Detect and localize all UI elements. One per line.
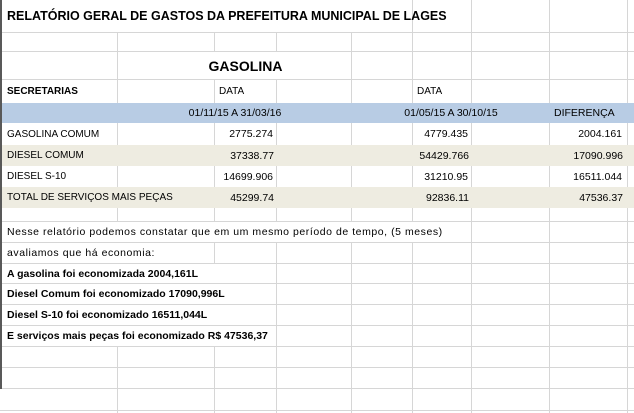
- empty-cell[interactable]: [550, 264, 628, 283]
- empty-cell[interactable]: [118, 123, 215, 145]
- empty-cell[interactable]: [0, 33, 118, 51]
- empty-cell[interactable]: [215, 347, 277, 367]
- table-row: [0, 123, 634, 145]
- empty-cell[interactable]: [628, 284, 634, 304]
- empty-cell[interactable]: [550, 33, 628, 51]
- note-line2-cell[interactable]: avaliamos que há economia:: [0, 243, 215, 263]
- row-empty: [0, 208, 634, 222]
- empty-cell[interactable]: [277, 145, 352, 166]
- empty-cell[interactable]: [628, 80, 634, 103]
- note-line1-cell[interactable]: Nesse relatório podemos constatar que em um mesmo período de tempo, (5 meses): [0, 222, 472, 242]
- empty-cell[interactable]: [352, 208, 413, 221]
- empty-cell[interactable]: [413, 52, 472, 79]
- row-label-cell[interactable]: DIESEL S-10: [0, 166, 118, 187]
- empty-cell[interactable]: [0, 368, 118, 388]
- empty-cell[interactable]: [550, 80, 628, 103]
- empty-cell[interactable]: [215, 368, 277, 388]
- empty-cell[interactable]: [0, 389, 118, 410]
- period1-cell[interactable]: 01/11/15 A 31/03/16: [188, 107, 282, 119]
- empty-cell[interactable]: [628, 243, 634, 263]
- empty-cell[interactable]: [352, 347, 413, 367]
- empty-cell[interactable]: [277, 187, 352, 208]
- empty-cell[interactable]: [0, 103, 118, 123]
- empty-cell[interactable]: [472, 145, 550, 166]
- period1-value-cell[interactable]: 37338.77: [230, 149, 274, 162]
- period1-value-cell[interactable]: 14699.906: [215, 166, 277, 187]
- empty-cell[interactable]: [118, 368, 215, 388]
- empty-cell[interactable]: [277, 80, 352, 103]
- empty-cell[interactable]: [472, 347, 550, 367]
- fuel-header-cell[interactable]: GASOLINA: [118, 52, 352, 79]
- empty-cell[interactable]: [472, 123, 550, 145]
- empty-cell[interactable]: [118, 389, 215, 410]
- row-empty: [0, 368, 634, 389]
- empty-cell[interactable]: [550, 389, 628, 410]
- row-title: [0, 0, 634, 33]
- row-empty: [0, 33, 634, 52]
- empty-cell[interactable]: [472, 52, 550, 79]
- empty-cell[interactable]: [277, 305, 352, 325]
- period2-value-cell[interactable]: 31210.95: [413, 166, 472, 187]
- difference-value-cell[interactable]: 17090.996: [573, 149, 623, 162]
- empty-cell[interactable]: [277, 243, 352, 263]
- empty-cell[interactable]: [550, 326, 628, 346]
- difference-value-cell[interactable]: 2004.161: [550, 123, 628, 145]
- empty-cell[interactable]: [550, 0, 628, 32]
- empty-cell[interactable]: [118, 145, 215, 166]
- empty-cell[interactable]: [0, 52, 118, 79]
- empty-cell[interactable]: [550, 305, 628, 325]
- row-note-bold: [0, 305, 634, 326]
- empty-cell[interactable]: [118, 166, 215, 187]
- savings-diesel-comum-cell[interactable]: Diesel Comum foi economizado 17090,996L: [0, 284, 277, 304]
- row-empty: [0, 347, 634, 368]
- empty-cell[interactable]: [472, 243, 550, 263]
- empty-cell[interactable]: [413, 368, 472, 388]
- empty-cell[interactable]: [118, 33, 215, 51]
- empty-cell[interactable]: [472, 222, 550, 242]
- empty-cell[interactable]: [628, 33, 634, 51]
- empty-cell[interactable]: [352, 264, 413, 283]
- data-header-cell-1[interactable]: DATA: [215, 80, 277, 103]
- empty-cell[interactable]: [628, 103, 634, 123]
- empty-cell[interactable]: [472, 326, 550, 346]
- empty-cell[interactable]: [118, 347, 215, 367]
- empty-cell[interactable]: [118, 80, 215, 103]
- empty-cell[interactable]: [215, 208, 277, 221]
- empty-cell[interactable]: [352, 33, 413, 51]
- empty-cell[interactable]: [352, 187, 413, 208]
- empty-cell[interactable]: [628, 305, 634, 325]
- empty-cell[interactable]: [352, 52, 413, 79]
- empty-cell[interactable]: [352, 326, 413, 346]
- empty-cell[interactable]: [472, 305, 550, 325]
- empty-cell[interactable]: [550, 368, 628, 388]
- empty-cell[interactable]: [215, 243, 277, 263]
- row-period-header: [0, 103, 634, 123]
- empty-cell[interactable]: [628, 187, 634, 208]
- empty-cell[interactable]: [550, 243, 628, 263]
- empty-cell[interactable]: [413, 264, 472, 283]
- row-label-cell[interactable]: GASOLINA COMUM: [0, 123, 118, 145]
- empty-cell[interactable]: [352, 80, 413, 103]
- difference-value-cell[interactable]: 47536.37: [579, 191, 623, 204]
- period2-cell[interactable]: 01/05/15 A 30/10/15: [404, 107, 498, 119]
- empty-cell[interactable]: [277, 166, 352, 187]
- savings-diesel-s10-cell[interactable]: Diesel S-10 foi economizado 16511,044L: [0, 305, 277, 325]
- row-note-bold: [0, 264, 634, 284]
- empty-cell[interactable]: [0, 208, 118, 221]
- empty-cell[interactable]: [0, 347, 118, 367]
- savings-gasolina-cell[interactable]: A gasolina foi economizada 2004,161L: [0, 264, 277, 283]
- row-note: [0, 243, 634, 264]
- row-column-headers: [0, 80, 634, 103]
- empty-cell[interactable]: [628, 0, 634, 32]
- empty-cell[interactable]: [472, 0, 550, 32]
- empty-cell[interactable]: [413, 305, 472, 325]
- row-label-cell[interactable]: TOTAL DE SERVIÇOS MAIS PEÇAS: [7, 192, 173, 203]
- empty-cell[interactable]: [352, 123, 413, 145]
- empty-cell[interactable]: [550, 208, 628, 221]
- empty-cell[interactable]: [628, 326, 634, 346]
- data-header-cell-2[interactable]: DATA: [413, 80, 472, 103]
- empty-cell[interactable]: [352, 243, 413, 263]
- empty-cell[interactable]: [413, 243, 472, 263]
- empty-cell[interactable]: [277, 123, 352, 145]
- difference-header-cell[interactable]: DIFERENÇA: [554, 107, 615, 119]
- empty-cell[interactable]: [628, 222, 634, 242]
- empty-cell[interactable]: [413, 33, 472, 51]
- empty-cell[interactable]: [352, 389, 413, 410]
- empty-cell[interactable]: [472, 80, 550, 103]
- empty-cell[interactable]: [118, 208, 215, 221]
- row-section-header: [0, 52, 634, 80]
- empty-cell[interactable]: [550, 52, 628, 79]
- period2-value-cell[interactable]: 54429.766: [419, 149, 469, 162]
- empty-cell[interactable]: [472, 264, 550, 283]
- empty-cell[interactable]: [118, 187, 215, 208]
- difference-value-cell[interactable]: 16511.044: [550, 166, 628, 187]
- empty-cell[interactable]: [628, 389, 634, 410]
- period1-value-cell[interactable]: 45299.74: [230, 191, 274, 204]
- row-empty: [0, 389, 634, 411]
- table-row: [0, 166, 634, 187]
- empty-cell[interactable]: [413, 347, 472, 367]
- period1-value-cell[interactable]: 2775.274: [215, 123, 277, 145]
- empty-cell[interactable]: [352, 166, 413, 187]
- empty-cell[interactable]: [472, 389, 550, 410]
- empty-cell[interactable]: [413, 284, 472, 304]
- empty-cell[interactable]: [472, 166, 550, 187]
- empty-cell[interactable]: [277, 368, 352, 388]
- empty-cell[interactable]: [352, 305, 413, 325]
- empty-cell[interactable]: [628, 52, 634, 79]
- empty-cell[interactable]: [352, 368, 413, 388]
- empty-cell[interactable]: [277, 326, 352, 346]
- row-note-bold: [0, 284, 634, 305]
- empty-cell[interactable]: [277, 284, 352, 304]
- empty-cell[interactable]: [628, 145, 634, 166]
- secretarias-header-cell[interactable]: SECRETARIAS: [0, 80, 118, 103]
- empty-cell[interactable]: [413, 389, 472, 410]
- empty-cell[interactable]: [628, 368, 634, 388]
- empty-cell[interactable]: [628, 347, 634, 367]
- empty-cell[interactable]: [277, 347, 352, 367]
- empty-cell[interactable]: [472, 208, 550, 221]
- period2-value-cell[interactable]: 92836.11: [425, 191, 469, 204]
- period2-value-cell[interactable]: 4779.435: [413, 123, 472, 145]
- empty-cell[interactable]: [550, 222, 628, 242]
- row-note-bold: [0, 326, 634, 347]
- empty-cell[interactable]: [352, 284, 413, 304]
- sheet-left-edge: [0, 0, 2, 389]
- empty-cell[interactable]: [277, 389, 352, 410]
- empty-cell[interactable]: [413, 0, 472, 32]
- empty-cell[interactable]: [215, 33, 277, 51]
- empty-cell[interactable]: [628, 166, 634, 187]
- empty-cell[interactable]: [215, 389, 277, 410]
- empty-cell[interactable]: [277, 33, 352, 51]
- row-note: [0, 222, 634, 243]
- empty-cell[interactable]: [472, 187, 550, 208]
- empty-cell[interactable]: [550, 347, 628, 367]
- table-row-total: [0, 187, 634, 208]
- empty-cell[interactable]: [628, 208, 634, 221]
- empty-cell[interactable]: [472, 33, 550, 51]
- empty-cell[interactable]: [472, 284, 550, 304]
- empty-cell[interactable]: [277, 264, 352, 283]
- savings-servicos-cell[interactable]: E serviços mais peças foi economizado R$ 47536,37: [0, 326, 277, 346]
- empty-cell[interactable]: [628, 123, 634, 145]
- empty-cell[interactable]: [628, 264, 634, 283]
- empty-cell[interactable]: [277, 208, 352, 221]
- table-row: [0, 145, 634, 166]
- empty-cell[interactable]: [550, 284, 628, 304]
- empty-cell[interactable]: [413, 208, 472, 221]
- report-title-cell[interactable]: RELATÓRIO GERAL DE GASTOS DA PREFEITURA MUNICIPAL DE LAGES: [0, 0, 413, 32]
- row-label-cell[interactable]: DIESEL COMUM: [7, 150, 84, 161]
- empty-cell[interactable]: [413, 326, 472, 346]
- empty-cell[interactable]: [472, 368, 550, 388]
- empty-cell[interactable]: [352, 145, 413, 166]
